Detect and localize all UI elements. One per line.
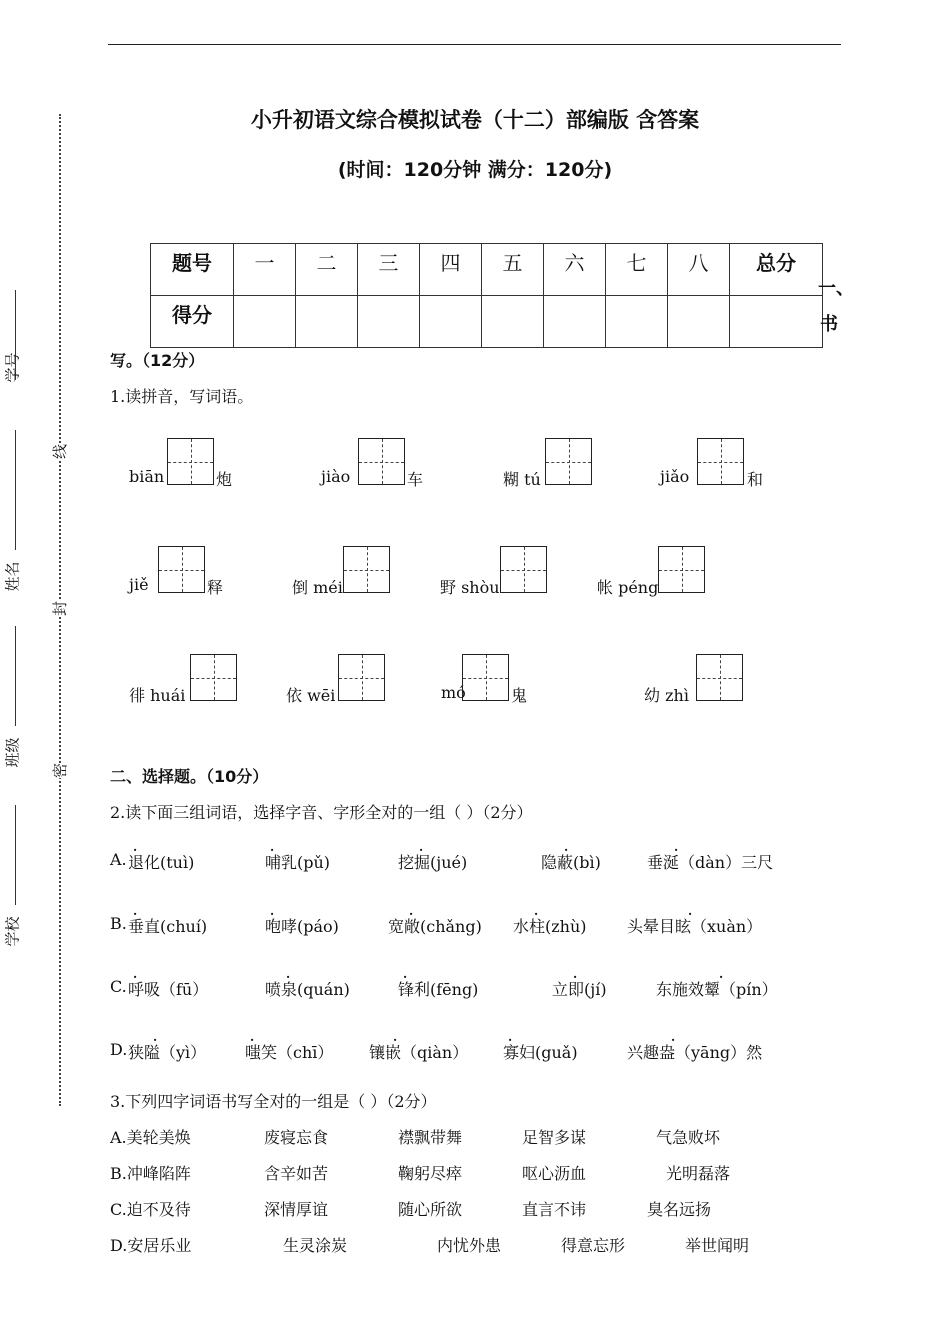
- emphasis-dot-icon: ·: [393, 1033, 398, 1047]
- pinyin-prompt: 倒 méi: [292, 578, 343, 597]
- margin-label-student-id: 学号: [3, 352, 22, 383]
- option-word: 东施效颦（pín）: [656, 980, 778, 999]
- score-cell[interactable]: [482, 296, 544, 348]
- writing-grid-box[interactable]: [697, 438, 744, 485]
- emphasis-dot-icon: ·: [719, 970, 724, 984]
- margin-label-school: 学校: [3, 916, 22, 947]
- score-cell[interactable]: [544, 296, 606, 348]
- option-word: B.冲峰陷阵: [110, 1164, 191, 1183]
- emphasis-dot-icon: ·: [153, 1033, 158, 1047]
- emphasis-dot-icon: ·: [688, 907, 693, 921]
- emphasis-dot-icon: ·: [133, 843, 138, 857]
- emphasis-dot-icon: ·: [250, 1033, 255, 1047]
- word-fragment: 释: [207, 578, 224, 597]
- option-word: 嗤笑（chī）: [245, 1043, 334, 1062]
- header-rule: [108, 44, 841, 45]
- table-header-cell: 总分: [730, 244, 823, 296]
- option-word: 立即(jí): [552, 980, 607, 999]
- option-word: 退化(tuì): [128, 853, 195, 872]
- option-word: 挖掘(jué): [398, 853, 468, 872]
- writing-grid-box[interactable]: [545, 438, 592, 485]
- table-header-cell: 七: [606, 244, 668, 296]
- option-word: 随心所欲: [398, 1200, 463, 1219]
- writing-grid-box[interactable]: [343, 546, 390, 593]
- option-word: 喷泉(quán): [265, 980, 350, 999]
- emphasis-dot-icon: ·: [403, 970, 408, 984]
- emphasis-dot-icon: ·: [409, 907, 414, 921]
- question-prompt: 1.读拼音，写词语。: [110, 387, 254, 406]
- writing-grid-box[interactable]: [158, 546, 205, 593]
- option-word: 废寝忘食: [264, 1128, 329, 1147]
- option-word: 光明磊落: [666, 1164, 731, 1183]
- emphasis-dot-icon: ·: [133, 970, 138, 984]
- option-word: C.迫不及待: [110, 1200, 191, 1219]
- option-word: 鞠躬尽瘁: [398, 1164, 463, 1183]
- seal-label-feng: 封: [51, 600, 70, 617]
- score-cell[interactable]: [420, 296, 482, 348]
- option-word: 襟飘带舞: [398, 1128, 463, 1147]
- fill-line: [15, 805, 16, 905]
- option-word: 足智多谋: [522, 1128, 587, 1147]
- pinyin-prompt: 幼 zhì: [644, 686, 689, 705]
- score-cell[interactable]: [234, 296, 296, 348]
- fill-line: [15, 626, 16, 726]
- writing-grid-box[interactable]: [658, 546, 705, 593]
- emphasis-dot-icon: ·: [564, 843, 569, 857]
- word-fragment: 和: [747, 470, 764, 489]
- option-letter: D.: [110, 1040, 128, 1059]
- pinyin-prompt: jiǎo: [660, 467, 690, 486]
- option-word: 哺乳(pǔ): [265, 853, 331, 872]
- option-word: 锋利(fēng): [398, 980, 479, 999]
- score-table-score-row: [151, 296, 823, 348]
- writing-grid-box[interactable]: [358, 438, 405, 485]
- table-header-cell: 三: [358, 244, 420, 296]
- option-word: 垂直(chuí): [128, 917, 208, 936]
- score-table: [150, 243, 823, 348]
- score-table-header-row: [151, 244, 823, 296]
- writing-grid-box[interactable]: [190, 654, 237, 701]
- score-cell[interactable]: [606, 296, 668, 348]
- question-prompt: 3.下列四字词语书写全对的一组是（ ）（2分）: [110, 1092, 437, 1111]
- emphasis-dot-icon: ·: [508, 1033, 513, 1047]
- word-fragment: 炮: [216, 470, 233, 489]
- score-cell[interactable]: [730, 296, 823, 348]
- option-word: 直言不讳: [522, 1200, 587, 1219]
- option-word: 举世闻明: [685, 1236, 750, 1255]
- page-title: 小升初语文综合模拟试卷（十二）部编版 含答案: [250, 108, 700, 132]
- pinyin-prompt: 帐 péng: [597, 578, 659, 597]
- pinyin-prompt: 徘 huái: [129, 686, 186, 705]
- section-heading: 写。（12分）: [110, 351, 205, 370]
- writing-grid-box[interactable]: [500, 546, 547, 593]
- section-heading-part: 书: [820, 314, 838, 335]
- pinyin-prompt: 野 shòu: [440, 578, 500, 597]
- option-letter: B.: [110, 914, 127, 933]
- table-header-cell: 题号: [151, 244, 234, 296]
- option-word: 得意忘形: [561, 1236, 626, 1255]
- pinyin-prompt: biān: [129, 467, 165, 486]
- option-word: 狭隘（yì）: [128, 1043, 207, 1062]
- exam-time-score: (时间：120分钟 满分：120分): [337, 159, 613, 181]
- score-cell[interactable]: [296, 296, 358, 348]
- option-word: 呼吸（fū）: [128, 980, 209, 999]
- table-header-cell: 二: [296, 244, 358, 296]
- option-word: 垂涎（dàn）三尺: [647, 853, 774, 872]
- pinyin-prompt: jiě: [129, 575, 149, 594]
- emphasis-dot-icon: ·: [674, 843, 679, 857]
- option-word: 镶嵌（qiàn）: [369, 1043, 469, 1062]
- option-word: 呕心沥血: [522, 1164, 587, 1183]
- option-letter: A.: [110, 850, 127, 869]
- table-header-cell: 一: [234, 244, 296, 296]
- pinyin-prompt: 糊 tú: [503, 470, 541, 489]
- margin-label-class: 班级: [3, 737, 22, 768]
- pinyin-prompt: jiào: [321, 467, 351, 486]
- option-letter: C.: [110, 977, 127, 996]
- seal-label-mi: 密: [51, 762, 70, 779]
- option-word: 隐蔽(bì): [541, 853, 601, 872]
- table-header-cell: 八: [668, 244, 730, 296]
- table-row-label: 得分: [151, 296, 234, 348]
- emphasis-dot-icon: ·: [671, 1033, 676, 1047]
- emphasis-dot-icon: ·: [270, 843, 275, 857]
- option-word: 内忧外患: [437, 1236, 502, 1255]
- score-cell[interactable]: [358, 296, 420, 348]
- table-header-cell: 五: [482, 244, 544, 296]
- emphasis-dot-icon: ·: [286, 970, 291, 984]
- option-word: 寡妇(guǎ): [503, 1043, 578, 1062]
- emphasis-dot-icon: ·: [573, 970, 578, 984]
- option-word: 头晕目眩（xuàn）: [627, 917, 763, 936]
- word-fragment: 车: [407, 470, 424, 489]
- writing-grid-box[interactable]: [696, 654, 743, 701]
- option-word: 宽敞(chǎng): [388, 917, 482, 936]
- option-word: 兴趣盎（yāng）然: [627, 1043, 763, 1062]
- table-header-cell: 四: [420, 244, 482, 296]
- option-word: D.安居乐业: [110, 1236, 192, 1255]
- seal-label-xian: 线: [51, 443, 70, 460]
- pinyin-prompt: mó: [441, 683, 466, 702]
- fill-line: [15, 430, 16, 550]
- pinyin-prompt: 依 wēi: [286, 686, 336, 705]
- writing-grid-box[interactable]: [338, 654, 385, 701]
- emphasis-dot-icon: ·: [133, 907, 138, 921]
- table-header-cell: 六: [544, 244, 606, 296]
- section-heading-part: 一、: [818, 278, 854, 299]
- section-heading: 二、选择题。（10分）: [110, 767, 269, 786]
- writing-grid-box[interactable]: [462, 654, 509, 701]
- writing-grid-box[interactable]: [167, 438, 214, 485]
- option-word: 水柱(zhù): [513, 917, 587, 936]
- emphasis-dot-icon: ·: [534, 907, 539, 921]
- question-prompt: 2.读下面三组词语，选择字音、字形全对的一组（ ）（2分）: [110, 803, 533, 822]
- option-word: 臭名远扬: [647, 1200, 712, 1219]
- option-word: 含辛如苦: [264, 1164, 329, 1183]
- emphasis-dot-icon: ·: [419, 843, 424, 857]
- option-word: 咆哮(páo): [265, 917, 339, 936]
- option-word: 深情厚谊: [264, 1200, 329, 1219]
- score-cell[interactable]: [668, 296, 730, 348]
- option-word: A.美轮美焕: [110, 1128, 191, 1147]
- margin-label-name: 姓名: [3, 561, 22, 592]
- option-word: 生灵涂炭: [283, 1236, 348, 1255]
- emphasis-dot-icon: ·: [270, 907, 275, 921]
- option-word: 气急败坏: [656, 1128, 721, 1147]
- word-fragment: 鬼: [511, 686, 528, 705]
